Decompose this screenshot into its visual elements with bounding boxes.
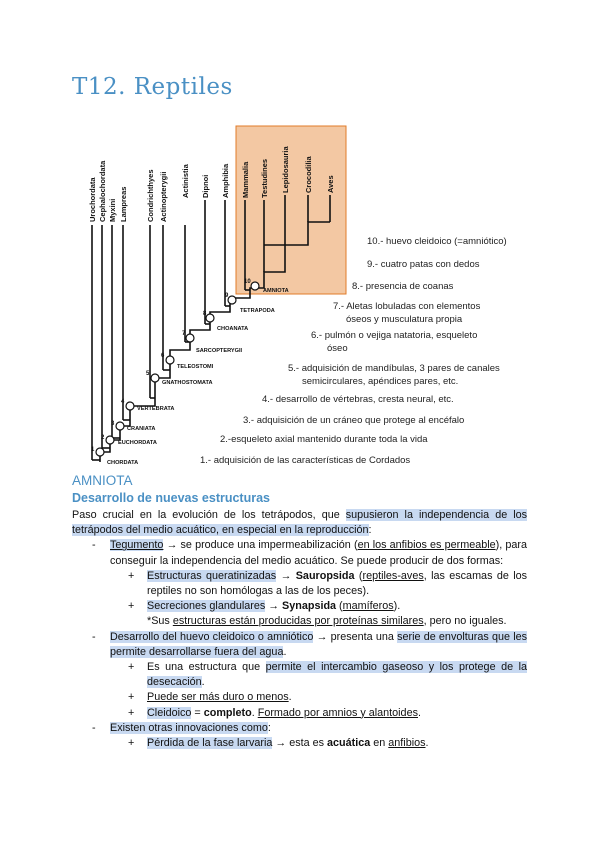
trait-text: 5.- adquisición de mandíbulas, 3 pares de canales: [288, 363, 500, 374]
trait-text: 10.- huevo cleidoico (=amniótico): [367, 236, 507, 247]
page-title: T12. Reptiles: [72, 74, 233, 100]
node-number: 4: [121, 399, 125, 405]
node-number: 9: [225, 293, 229, 299]
intro-paragraph: Paso crucial en la evolución de los tetrápodos, que supusieron la independencia de los tetrápodos del medio acuático, en especial en la reproducción:: [72, 509, 528, 537]
list-item: + Cleidoico = completo. Formado por amnios y alantoides.: [128, 706, 421, 719]
clade-label: TETRAPODA: [240, 308, 275, 314]
trait-text: 9.- cuatro patas con dedos: [367, 259, 480, 270]
node-number: 2: [101, 435, 105, 441]
taxon-label: Lepidosauria: [281, 146, 290, 193]
taxon-label: Amphibia: [221, 163, 230, 198]
clade-label: GNATHOSTOMATA: [162, 380, 213, 386]
clade-label: CHOANATA: [217, 326, 249, 332]
note-line: *Sus estructuras están producidas por proteínas similares, pero no iguales.: [147, 615, 507, 628]
section-heading: AMNIOTA: [72, 473, 133, 488]
clade-label: VERTEBRATA: [137, 406, 175, 412]
taxon-label: Urochordata: [88, 177, 97, 222]
list-item: + Estructuras queratinizadas → Sauropsida (reptiles-aves, las escamas de los reptiles no son homólogas a las de los peces).: [128, 569, 527, 598]
clade-label: EUCHORDATA: [118, 440, 157, 446]
node-number: 10: [244, 279, 251, 285]
list-item: - Existen otras innovaciones como:: [92, 721, 271, 734]
clade-label: CHORDATA: [107, 460, 139, 466]
trait-text: 3.- adquisición de un cráneo que protege al encéfalo: [243, 415, 465, 426]
node-number: 6: [161, 353, 165, 359]
trait-text: 8.- presencia de coanas: [352, 281, 454, 292]
trait-text: 7.- Aletas lobuladas con elementos: [333, 301, 481, 312]
taxon-label: Cephalochordata: [98, 160, 107, 222]
trait-text: 4.- desarrollo de vértebras, cresta neural, etc.: [262, 394, 454, 405]
list-item: + Es una estructura que permite el intercambio gaseoso y los protege de la desecación.: [128, 661, 527, 689]
list-item: - Tegumento → se produce una impermeabilización (en los anfibios es permeable), para conseguir la independencia del medio acuático. Se puede producir de dos formas:: [92, 539, 527, 567]
section-subheading: Desarrollo de nuevas estructuras: [72, 491, 270, 505]
node-number: 5: [146, 371, 150, 377]
trait-text: 2.-esqueleto axial mantenido durante toda la vida: [220, 434, 428, 445]
taxon-label: Mammalia: [241, 161, 250, 198]
trait-text: óseos y musculatura propia: [346, 314, 463, 325]
clade-label: TELEOSTOMI: [177, 364, 214, 370]
clade-label: SARCOPTERYGII: [196, 348, 243, 354]
node-number: 8: [203, 311, 207, 317]
trait-text: 1.- adquisición de las características de Cordados: [200, 455, 411, 466]
taxon-label: Actinistia: [181, 164, 190, 198]
trait-text: semicirculares, apéndices pares, etc.: [302, 376, 459, 387]
taxon-label: Lampreas: [119, 186, 128, 222]
node-number: 3: [111, 421, 115, 427]
taxon-label: Condrichthyes: [146, 169, 155, 222]
clade-label: AMNIOTA: [263, 288, 289, 294]
list-item: + Secreciones glandulares → Synapsida (mamíferos).: [128, 600, 401, 613]
list-item: + Pérdida de la fase larvaria → esta es acuática en anfibios.: [128, 737, 429, 750]
taxon-label: Crocodilia: [304, 156, 313, 193]
taxon-label: Dipnoi: [201, 174, 210, 198]
taxon-label: Myxini: [108, 198, 117, 222]
list-item: - Desarrollo del huevo cleidoico o amniótico → presenta una serie de envolturas que les permite desarrollarse fuera del agua.: [92, 630, 527, 658]
node-number: 1: [91, 447, 95, 453]
taxon-label: Testudines: [260, 158, 269, 198]
taxon-label: Actinopterygii: [159, 171, 168, 222]
notes-body: [72, 508, 527, 751]
node-number: 7: [182, 331, 186, 337]
trait-text: 6.- pulmón o vejiga natatoria, esqueleto: [311, 330, 478, 341]
list-item: + Puede ser más duro o menos.: [128, 691, 292, 704]
clade-label: CRANIATA: [127, 426, 156, 432]
taxon-label: Aves: [326, 175, 335, 193]
trait-text: óseo: [327, 343, 348, 354]
